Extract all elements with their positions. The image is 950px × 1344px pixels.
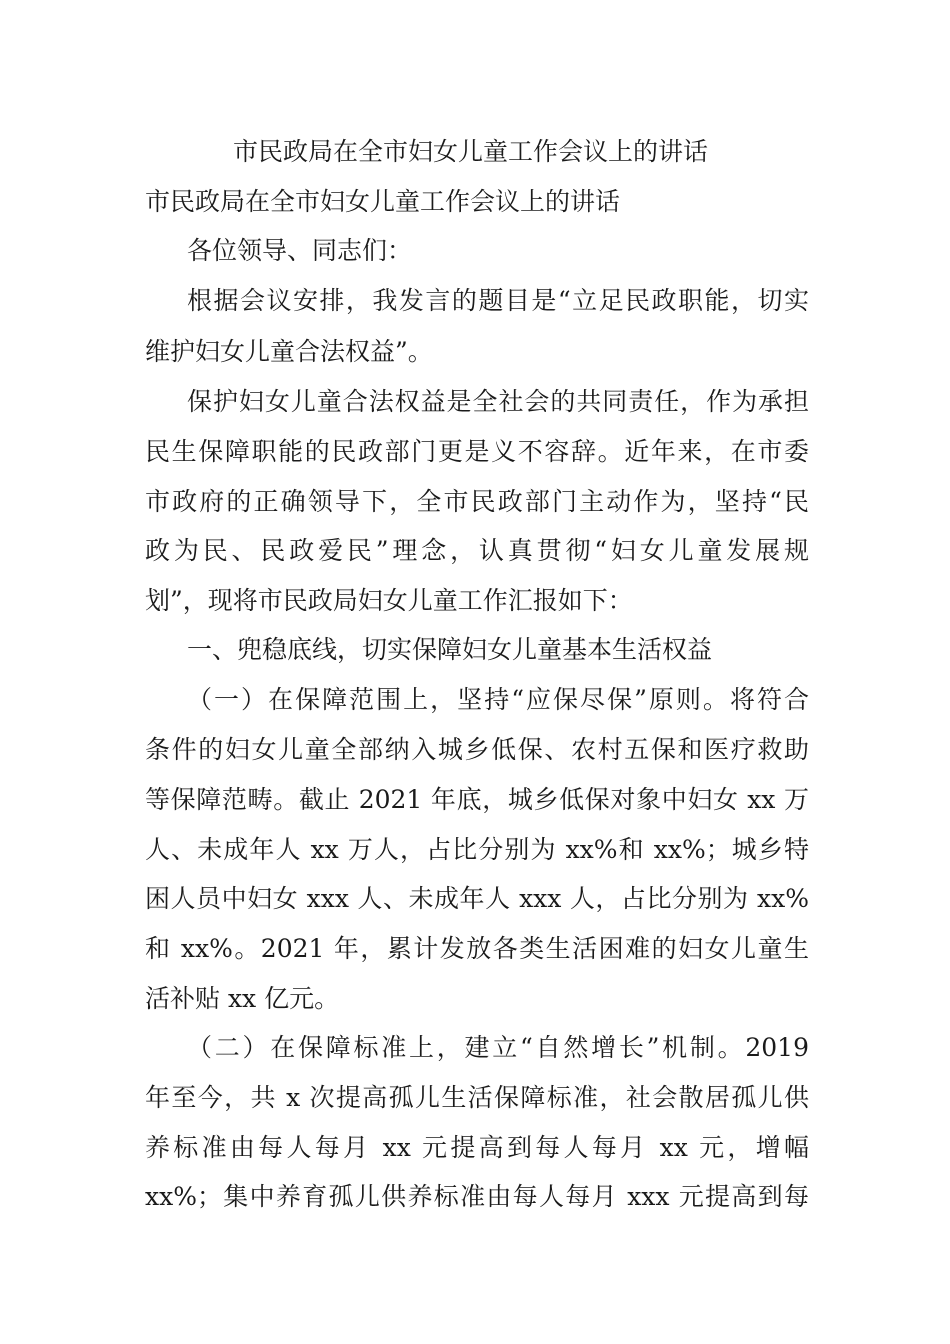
paragraph-line: 养标准由每人每月 xx 元提高到每人每月 xx 元，增幅 <box>145 1133 809 1162</box>
paragraph-line: 困人员中妇女 xxx 人、未成年人 xxx 人，占比分别为 xx% <box>145 884 809 913</box>
paragraph-line: 维护妇女儿童合法权益”。 <box>145 337 433 366</box>
paragraph-line: （一）在保障范围上，坚持“应保尽保”原则。将符合 <box>187 685 809 714</box>
paragraph-line: 划”，现将市民政局妇女儿童工作汇报如下： <box>145 586 633 615</box>
paragraph-line: xx%；集中养育孤儿供养标准由每人每月 xxx 元提高到每 <box>145 1182 809 1211</box>
paragraph-line: 和 xx%。2021 年，累计发放各类生活困难的妇女儿童生 <box>145 934 809 963</box>
paragraph-line: 年至今，共 x 次提高孤儿生活保障标准，社会散居孤儿供 <box>145 1083 809 1112</box>
paragraph-line: 条件的妇女儿童全部纳入城乡低保、农村五保和医疗救助 <box>145 735 809 764</box>
salutation: 各位领导、同志们： <box>187 236 413 265</box>
paragraph-line: （二）在保障标准上，建立“自然增长”机制。2019 <box>187 1033 809 1062</box>
paragraph-line: 等保障范畴。截止 2021 年底，城乡低保对象中妇女 xx 万 <box>145 785 809 814</box>
document-heading: 市民政局在全市妇女儿童工作会议上的讲话 <box>145 187 621 216</box>
paragraph-line: 政为民、民政爱民”理念，认真贯彻“妇女儿童发展规 <box>145 536 809 565</box>
paragraph-line: 活补贴 xx 亿元。 <box>145 984 340 1013</box>
paragraph-line: 保护妇女儿童合法权益是全社会的共同责任，作为承担 <box>187 387 809 416</box>
section-heading: 一、兜稳底线，切实保障妇女儿童基本生活权益 <box>187 635 713 664</box>
document-title: 市民政局在全市妇女儿童工作会议上的讲话 <box>233 137 709 166</box>
paragraph-line: 根据会议安排，我发言的题目是“立足民政职能，切实 <box>187 286 809 315</box>
paragraph-line: 民生保障职能的民政部门更是义不容辞。近年来，在市委 <box>145 437 809 466</box>
paragraph-line: 人、未成年人 xx 万人，占比分别为 xx%和 xx%；城乡特 <box>145 835 809 864</box>
paragraph-line: 市政府的正确领导下，全市民政部门主动作为，坚持“民 <box>145 487 809 516</box>
